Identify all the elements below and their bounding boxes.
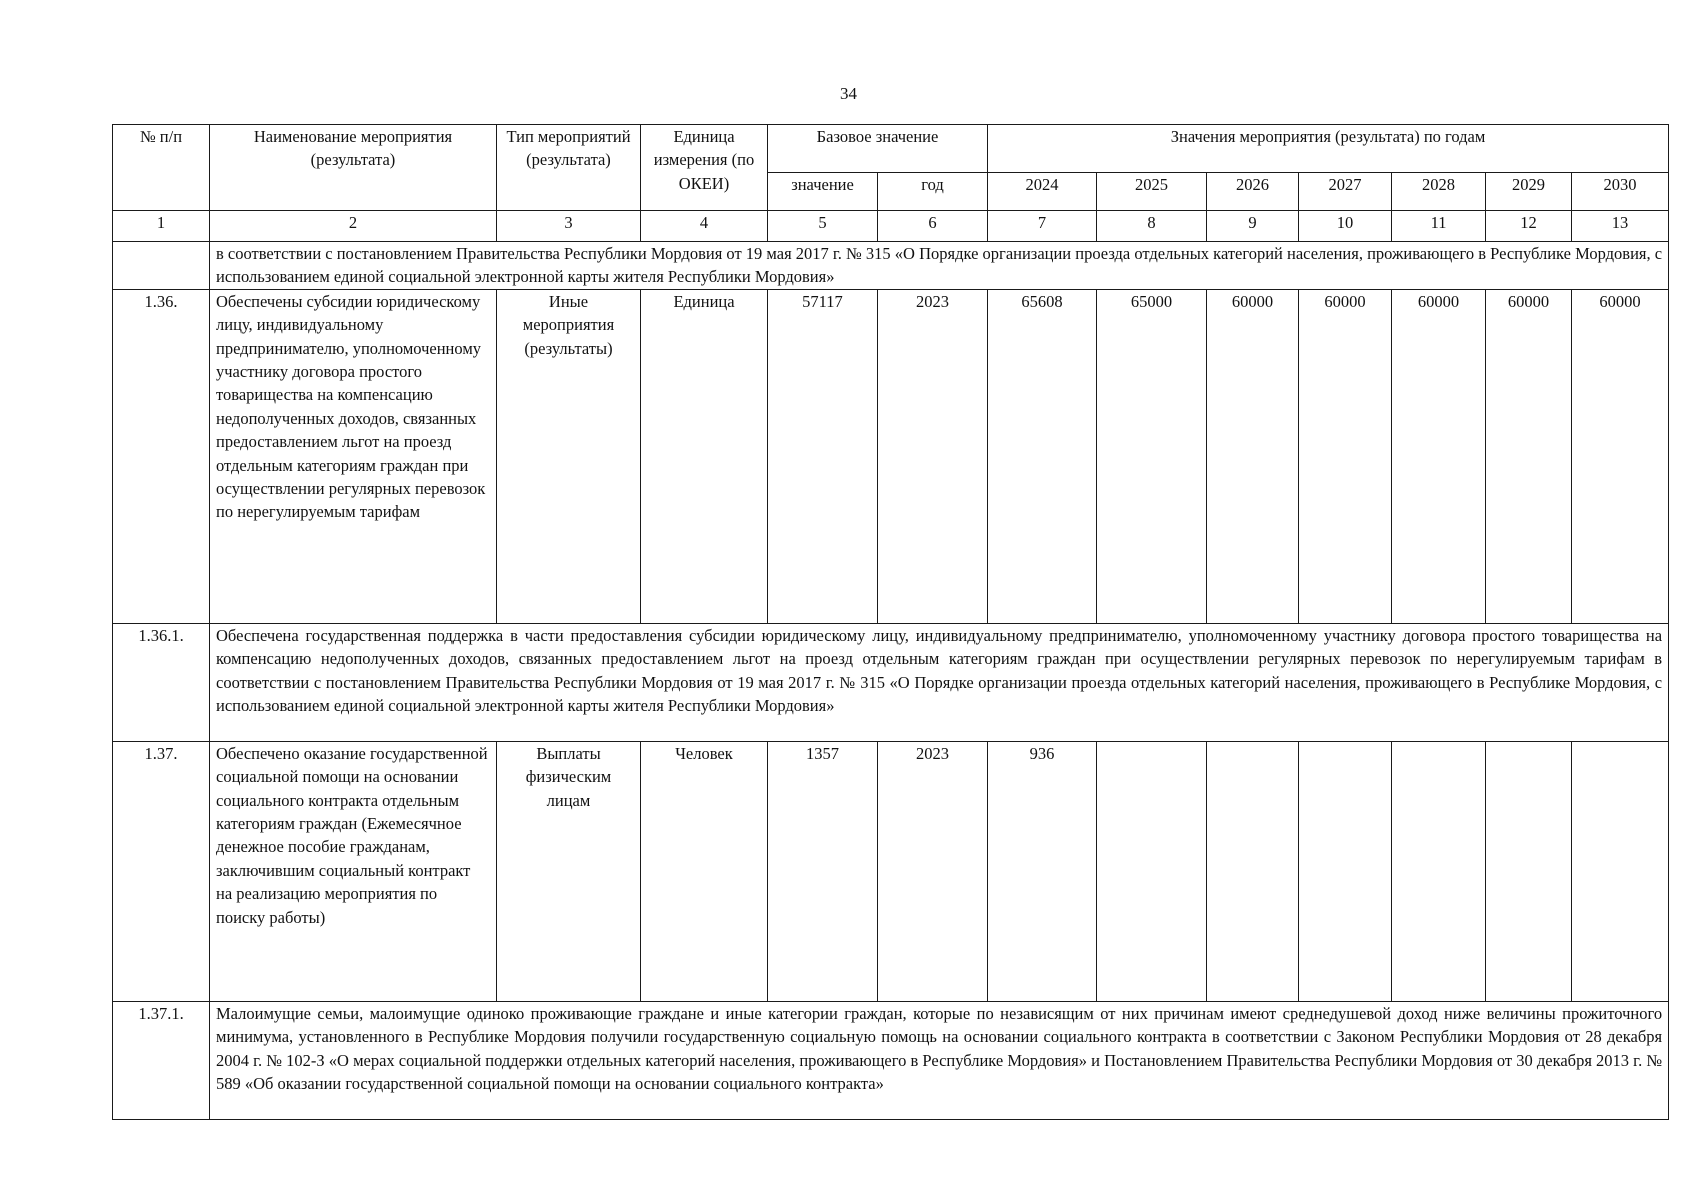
value-2025 [1097, 741, 1207, 1001]
value-2029 [1486, 741, 1572, 1001]
header-year-2025: 2025 [1097, 173, 1207, 211]
row-number-empty [113, 242, 210, 290]
header-base-value: значение [768, 173, 878, 211]
header-col-name: Наименование мероприятия (результата) [210, 125, 497, 211]
value-2025: 65000 [1097, 289, 1207, 623]
header-col-num: № п/п [113, 125, 210, 211]
measure-type: Выплаты физическим лицам [497, 741, 641, 1001]
col-number: 8 [1097, 211, 1207, 242]
measures-table [112, 124, 1669, 1120]
header-col-base: Базовое значение [768, 125, 988, 173]
header-row-1 [113, 125, 1669, 173]
base-value: 57117 [768, 289, 878, 623]
col-number: 2 [210, 211, 497, 242]
header-year-2027: 2027 [1299, 173, 1392, 211]
col-number: 5 [768, 211, 878, 242]
col-number: 1 [113, 211, 210, 242]
col-number: 7 [988, 211, 1097, 242]
header-year-2024: 2024 [988, 173, 1097, 211]
table-row [113, 623, 1669, 741]
col-number: 11 [1392, 211, 1486, 242]
base-year: 2023 [878, 289, 988, 623]
result-description: Малоимущие семьи, малоимущие одиноко проживающие граждане и иные категории граждан, которые по независящим от них причинам имеют среднедушевой доход ниже величины прожиточного минимума, установленного в Республике Мордовия получили государственную социальную помощь на основании социального контракта в соответствии с Законом Республики Мордовия от 28 декабря 2004 г. № 102-З «О мерах социальной поддержки отдельных категорий населения, проживающего в Республике Мордовия» и Постановлением Правительства Республики Мордовия от 30 декабря 2013 г. № 589 «Об оказании государственной социальной помощи на основании социального контракта» [210, 1001, 1669, 1119]
header-year-2028: 2028 [1392, 173, 1486, 211]
col-number: 13 [1572, 211, 1669, 242]
measure-type: Иные мероприятия (результаты) [497, 289, 641, 623]
base-year: 2023 [878, 741, 988, 1001]
table-row [113, 741, 1669, 1001]
col-number: 4 [641, 211, 768, 242]
header-col-type: Тип мероприятий (результата) [497, 125, 641, 211]
value-2028: 60000 [1392, 289, 1486, 623]
row-number: 1.37. [113, 741, 210, 1001]
measure-unit: Человек [641, 741, 768, 1001]
table-row [113, 289, 1669, 623]
header-base-year: год [878, 173, 988, 211]
table-row [113, 242, 1669, 290]
value-2024: 65608 [988, 289, 1097, 623]
measure-unit: Единица [641, 289, 768, 623]
header-year-2026: 2026 [1207, 173, 1299, 211]
value-2030 [1572, 741, 1669, 1001]
value-2028 [1392, 741, 1486, 1001]
measure-name: Обеспечено оказание государственной социальной помощи на основании социального контракта отдельным категориям граждан (Ежемесячное денежное пособие гражданам, заключившим социальный контракт на реализацию мероприятия по поиску работы) [210, 741, 497, 1001]
col-number: 10 [1299, 211, 1392, 242]
page-number: 34 [840, 84, 857, 103]
result-description: Обеспечена государственная поддержка в части предоставления субсидии юридическому лицу, индивидуальному предпринимателю, уполномоченному участнику договора простого товарищества на компенсацию недополученных доходов, связанных предоставлением льгот на проезд отдельным категориям граждан при осуществлении регулярных перевозок по нерегулируемым тарифам в соответствии с постановлением Правительства Республики Мордовия от 19 мая 2017 г. № 315 «О Порядке организации проезда отдельных категорий населения, проживающего в Республике Мордовия, с использованием единой социальной электронной карты жителя Республики Мордовия» [210, 623, 1669, 741]
table-row [113, 1001, 1669, 1119]
value-2029: 60000 [1486, 289, 1572, 623]
value-2026: 60000 [1207, 289, 1299, 623]
col-number: 6 [878, 211, 988, 242]
column-numbers-row [113, 211, 1669, 242]
col-number: 3 [497, 211, 641, 242]
header-col-years: Значения мероприятия (результата) по годам [988, 125, 1669, 173]
base-value: 1357 [768, 741, 878, 1001]
value-2026 [1207, 741, 1299, 1001]
header-year-2029: 2029 [1486, 173, 1572, 211]
col-number: 12 [1486, 211, 1572, 242]
value-2027 [1299, 741, 1392, 1001]
header-year-2030: 2030 [1572, 173, 1669, 211]
header-col-unit: Единица измерения (по ОКЕИ) [641, 125, 768, 211]
intro-text: в соответствии с постановлением Правительства Республики Мордовия от 19 мая 2017 г. № 315 «О Порядке организации проезда отдельных категорий населения, проживающего в Республике Мордовия, с использованием единой социальной электронной карты жителя Республики Мордовия» [210, 242, 1669, 290]
measure-name: Обеспечены субсидии юридическому лицу, индивидуальному предпринимателю, уполномоченному участнику договора простого товарищества на компенсацию недополученных доходов, связанных предоставлением льгот на проезд отдельным категориям граждан при осуществлении регулярных перевозок по нерегулируемым тарифам [210, 289, 497, 623]
value-2030: 60000 [1572, 289, 1669, 623]
value-2027: 60000 [1299, 289, 1392, 623]
row-number: 1.37.1. [113, 1001, 210, 1119]
row-number: 1.36. [113, 289, 210, 623]
col-number: 9 [1207, 211, 1299, 242]
value-2024: 936 [988, 741, 1097, 1001]
row-number: 1.36.1. [113, 623, 210, 741]
